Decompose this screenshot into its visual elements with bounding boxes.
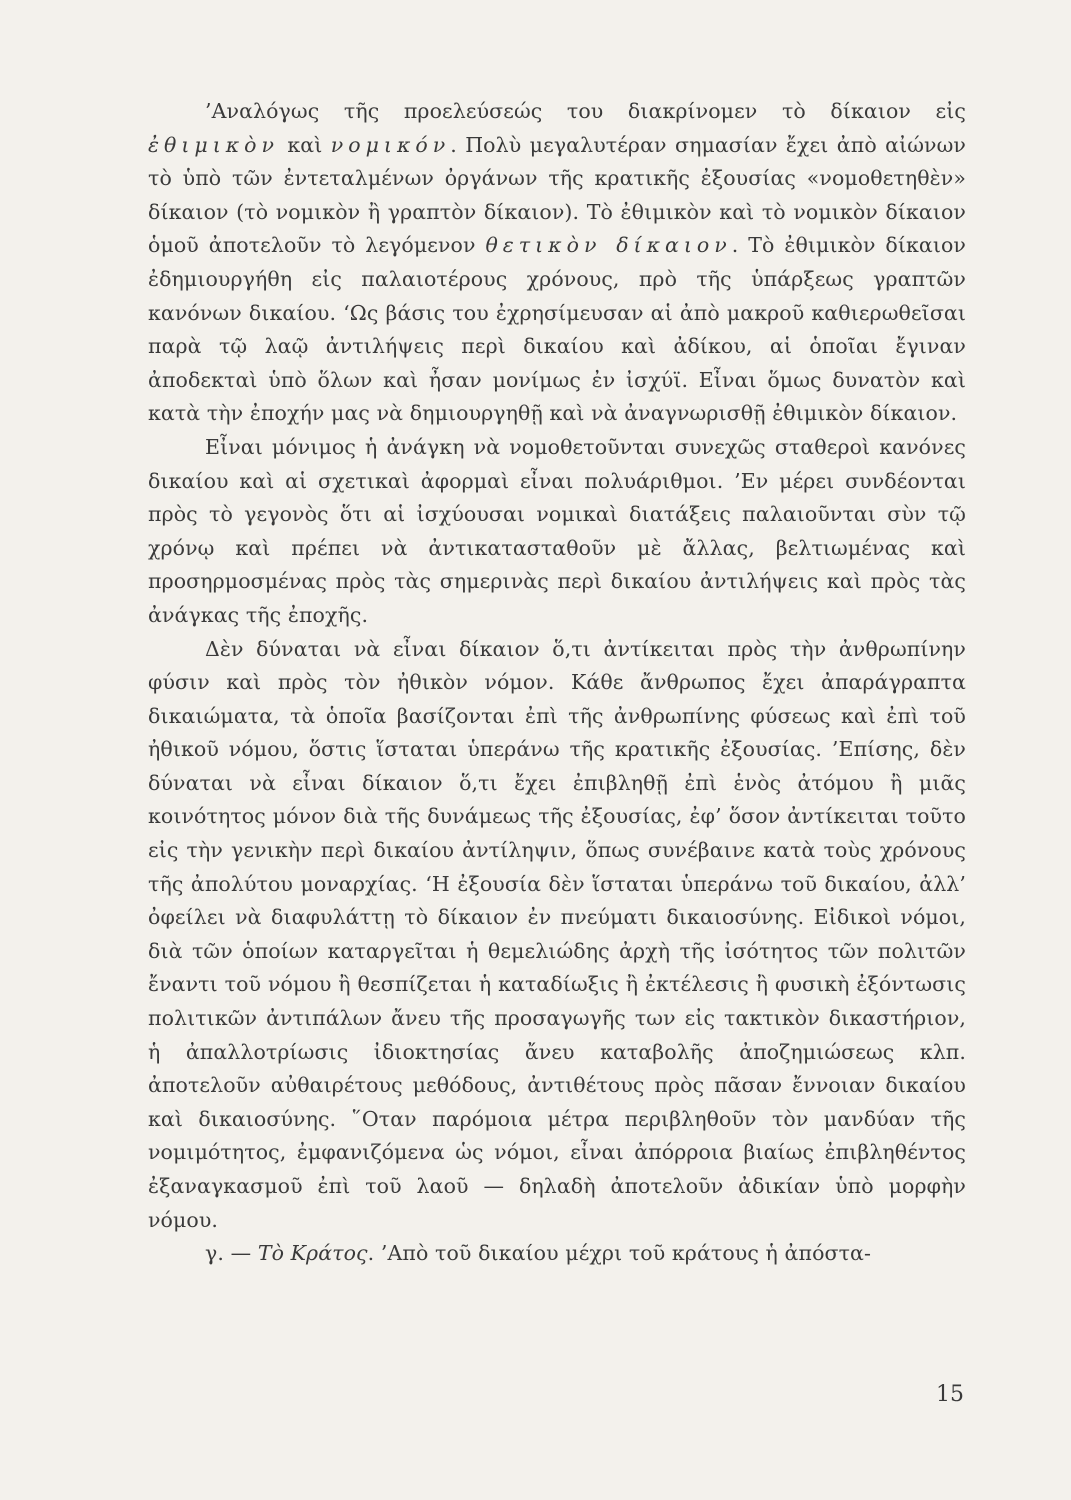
spaced-emphasis-term: νομικόν [330, 132, 451, 157]
paragraph-text: . Πολὺ μεγαλυτέραν σημασίαν ἔχει ἀπὸ αἰώνων τὸ ὑπὸ τῶν ἐντεταλμένων ὀργάνων τῆς κρατικῆς ἐξουσίας «νομοθετηθὲν» δίκαιον (τὸ νομικὸν ἢ γραπτὸν δίκαιον). Τὸ ἐθιμικὸν καὶ τὸ νομικὸν δίκαιον ὁμοῦ ἀποτελοῦν τὸ λεγόμενον [148, 132, 966, 258]
paragraph-text: γ. — [205, 1241, 258, 1266]
spaced-emphasis-term: θετικὸν δίκαιον [485, 233, 732, 258]
page-number: 15 [936, 1382, 964, 1407]
spaced-emphasis-term: ἐθιμικὸν [148, 132, 279, 157]
page-text-block [148, 95, 966, 1271]
paragraph-text: . ’Απὸ τοῦ δικαίου μέχρι τοῦ κράτους ἡ ἀπόστα- [367, 1241, 872, 1266]
italic-heading: Τὸ Κράτος [257, 1241, 368, 1266]
paragraph-1 [148, 95, 966, 431]
paragraph-3 [148, 633, 966, 1238]
paragraph-text: . Τὸ ἐθιμικὸν δίκαιον ἐδημιουργήθη εἰς παλαιοτέρους χρόνους, πρὸ τῆς ὑπάρξεως γραπτῶν κανόνων δικαίου. ‘Ως βάσις του ἐχρησίμευσαν αἱ ἀπὸ μακροῦ καθιερωθεῖσαι παρὰ τῷ λαῷ ἀντιλήψεις περὶ δικαίου καὶ ἀδίκου, αἱ ὁποῖαι ἔγιναν ἀποδεκταὶ ὑπὸ ὅλων καὶ ἦσαν μονίμως ἐν ἰσχύϊ. Εἶναι ὅμως δυνατὸν καὶ κατὰ τὴν ἐποχήν μας νὰ δημιουργηθῇ καὶ νὰ ἀναγνωρισθῇ ἐθιμικὸν δίκαιον. [148, 233, 966, 426]
paragraph-4 [148, 1237, 966, 1271]
paragraph-2 [148, 431, 966, 633]
paragraph-text: ’Αναλόγως τῆς προελεύσεώς του διακρίνομεν τὸ δίκαιον εἰς [205, 99, 966, 123]
paragraph-text: καὶ [279, 132, 331, 157]
paragraph-text: Εἶναι μόνιμος ἡ ἀνάγκη νὰ νομοθετοῦνται συνεχῶς σταθεροὶ κανόνες δικαίου καὶ αἱ σχετικαὶ ἀφορμαὶ εἶναι πολυάριθμοι. ’Εν μέρει συνδέονται πρὸς τὸ γεγονὸς ὅτι αἱ ἰσχύουσαι νομικαὶ διατάξεις παλαιοῦνται σὺν τῷ χρόνῳ καὶ πρέπει νὰ ἀντικατασταθοῦν μὲ ἄλλας, βελτιωμένας καὶ προσηρμοσμένας πρὸς τὰς σημερινὰς περὶ δικαίου ἀντιλήψεις καὶ πρὸς τὰς ἀνάγκας τῆς ἐποχῆς. [148, 434, 966, 627]
paragraph-text: Δὲν δύναται νὰ εἶναι δίκαιον ὅ,τι ἀντίκειται πρὸς τὴν ἀνθρωπίνην φύσιν καὶ πρὸς τὸν ἠθικὸν νόμον. Κάθε ἄνθρωπος ἔχει ἀπαράγραπτα δικαιώματα, τὰ ὁποῖα βασίζονται ἐπὶ τῆς ἀνθρωπίνης φύσεως καὶ ἐπὶ τοῦ ἠθικοῦ νόμου, ὅστις ἵσταται ὑπεράνω τῆς κρατικῆς ἐξουσίας. ’Επίσης, δὲν δύναται νὰ εἶναι δίκαιον ὅ,τι ἔχει ἐπιβληθῇ ἐπὶ ἑνὸς ἀτόμου ἢ μιᾶς κοινότητος μόνον διὰ τῆς δυνάμεως τῆς ἐξουσίας, ἐφ’ ὅσον ἀντίκειται τοῦτο εἰς τὴν γενικὴν περὶ δικαίου ἀντίληψιν, ὅπως συνέβαινε κατὰ τοὺς χρόνους τῆς ἀπολύτου μοναρχίας. ‘Η ἐξουσία δὲν ἵσταται ὑπεράνω τοῦ δικαίου, ἀλλ’ ὀφείλει νὰ διαφυλάττῃ τὸ δίκαιον ἐν πνεύματι δικαιοσύνης. Εἰδικοὶ νόμοι, διὰ τῶν ὁποίων καταργεῖται ἡ θεμελιώδης ἀρχὴ τῆς ἰσότητος τῶν πολιτῶν ἔναντι τοῦ νόμου ἢ θεσπίζεται ἡ καταδίωξις ἢ ἐκτέλεσις ἢ φυσικὴ ἐξόντωσις πολιτικῶν ἀντιπάλων ἄνευ τῆς προσαγωγῆς των εἰς τακτικὸν δικαστήριον, ἡ ἀπαλλοτρίωσις ἰδιοκτησίας ἄνευ καταβολῆς ἀποζημιώσεως κλπ. ἀποτελοῦν αὐθαιρέτους μεθόδους, ἀντιθέτους πρὸς πᾶσαν ἔννοιαν δικαίου καὶ δικαιοσύνης. ῞Οταν παρόμοια μέτρα περιβληθοῦν τὸν μανδύαν τῆς νομιμότητος, ἐμφανιζόμενα ὡς νόμοι, εἶναι ἀπόρροια βιαίως ἐπιβληθέντος ἐξαναγκασμοῦ ἐπὶ τοῦ λαοῦ — δηλαδὴ ἀποτελοῦν ἀδικίαν ὑπὸ μορφὴν νόμου. [148, 636, 966, 1232]
